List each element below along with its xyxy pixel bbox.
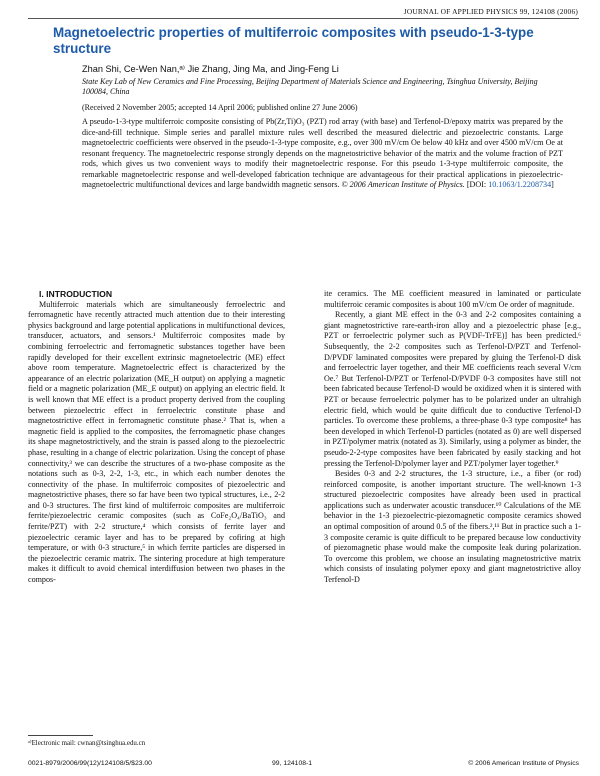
paragraph-right-2: Recently, a giant ME effect in the 0-3 and 2-2 composites containing a giant magnetostrictive rare-earth-iron alloy and a piezoelectric phase [e.g., PZT or ferroelectric polymer such as P(VDF-TrFE)] has been predicted.⁶ Subsequently, the 2-2 composites such as Terfenol-D/PZT and Terfenol-D/PVDF laminated composites were prepared by gluing the Terfenol-D disk and ferroelectric layer together, and their ME coefficients reach several V/cm Oe.⁷ But Terfenol-D/PZT or Terfenol-D/PVDF 0-3 composites have still not been fabricated because Terfenol-D would be oxidized when it is sintered with PZT or because ferroelectric polymer has to be polarized under an ultrahigh electric field, which would be quite difficult due to conductive Terfenol-D particles. To overcome these problems, a three-phase 0-3 type composite⁸ has been developed in which Terfenol-D particles (notated as 0) are well dispersed in PZT/polymer matrix (notated as 3). Similarly, using a polymer as binder, the pseudo-2-2-type composites have been fabricated by easily stacking and hot pressing the Terfenol-D/polymer layer and PZT/polymer layer together.⁹	[324, 310, 581, 468]
doi-link[interactable]: 10.1063/1.2208734	[488, 180, 552, 190]
footnote: ᵃ⁾Electronic mail: cwnan@tsinghua.edu.cn	[28, 740, 146, 747]
running-head: JOURNAL OF APPLIED PHYSICS 99, 124108 (2006)	[403, 7, 578, 16]
header-rule	[28, 18, 579, 19]
footer-copyright: © 2006 American Institute of Physics	[468, 760, 579, 767]
paragraph-left-1: Multiferroic materials which are simultaneously ferroelectric and ferromagnetic have recently attracted much attention due to their interesting physics background and large potential applications in multifunctional devices, transducer, actuators, and sensors.¹ Multiferroic composites made by combining ferroelectric and ferromagnetic substances together have been rapidly developed for their excellent extrinsic magnetoelectric (ME) effect above room temperature. Magnetoelectric effect is characterized by the appearance of an electric polarization (ME_H output) on applying a magnetic field or a magnetic polarization (ME_E output) on applying an electric field. It is well known that ME effect is a product property derived from the coupling between piezoelectric effect in ferroelectric constitute phase and magnetostrictive effect in ferromagnetic constitute phase.² That is, when a magnetic field is applied to the composites, the ferromagnetic phase changes its shape magnetostrictively, and the strain is passed along to the piezoelectric phase, resulting in a change of electric polarization. Using the concept of phase connectivity,³ we can describe the structures of a two-phase composite as the notations such as 0-3, 2-2, 1-3, etc., in which each number denotes the connectivity of the phase. In multiferroic composites of piezoelectric and magnetostrictive phases, there so far have been two typical structures, i.e., 2-2 and 0-3 structures. The first kind of multiferroic composites are multiferroic ferrite/piezoelectric ceramic composites (such as CoFe₂O₄/BaTiO₃ and ferrite/PZT) with 2-2 structure,⁴ which consists of ferrite layer and piezoelectric ceramic layer and has to be prepared by cofiring at high temperature, or with 0-3 structure,⁵ in which ferrite particles are dispersed in the piezoelectric ceramic matrix. The sintering procedure at high temperature makes it difficult to avoid chemical interdiffusion between two phases in the compos-	[28, 299, 285, 585]
received-dates: (Received 2 November 2005; accepted 14 April 2006; published online 27 June 2006)	[82, 103, 358, 112]
right-column	[324, 289, 581, 586]
footer-issn: 0021-8979/2006/99(12)/124108/5/$23.00	[28, 760, 152, 767]
doi-suffix: ]	[551, 180, 554, 190]
paragraph-right-3: Besides 0-3 and 2-2 structures, the 1-3 structure, i.e., a fiber (or rod) reinforced composite, is another important structure. The well-known 1-3 structured piezoelectric composites have already been used in practical applications such as underwater acoustic transducer.¹⁰ Calculations of the ME behavior in the 1-3 piezoelectric-piezomagnetic composite ceramics showed an optimal composition of around 0.5 of the fibers.²,¹¹ But in practice such a 1-3 composite ceramic is quite difficult to be prepared because low conductivity of piezomagnetic phase would make the composite leak during polarization. To overcome this problem, we choose an insulating magnetostrictive matrix which consists of insulating polymer epoxy and giant magnetostrictive alloy Terfenol-D	[324, 469, 581, 585]
footnote-rule	[28, 735, 93, 736]
section-heading: I. INTRODUCTION	[39, 289, 113, 299]
paragraph-right-1: ite ceramics. The ME coefficient measured in laminated or particulate multiferroic ceramic composites is about 100 mV/cm Oe order of magnitude.	[324, 289, 581, 309]
footer-page-number: 99, 124108-1	[272, 760, 313, 767]
abstract-copyright: © 2006 American Institute of Physics.	[341, 180, 465, 190]
left-column	[28, 289, 285, 586]
abstract	[82, 117, 563, 191]
doi-prefix: [DOI:	[466, 180, 489, 190]
author-list: Zhan Shi, Ce-Wen Nan,ᵃ⁾ Jie Zhang, Jing Ma, and Jing-Feng Li	[82, 64, 339, 74]
article-title: Magnetoelectric properties of multiferroic composites with pseudo-1-3-type structure	[53, 25, 534, 56]
abstract-text: A pseudo-1-3-type multiferroic composite consisting of Pb(Zr,Ti)O₃ (PZT) rod array (with base) and Terfenol-D/epoxy matrix was prepared by the dice-and-fill technique. Simple series and parallel mixture rules well described the measured dielectric and piezoelectric constants. Large magnetoelectric coefficients were observed in the pseudo-1-3-type composite, e.g., over 300 mV/cm Oe below 40 kHz and over 4500 mV/cm Oe at resonant frequency. The magnetoelectric response strongly depends on the magnetostrictive behavior of the matrix and the volume fraction of PZT rods, which gives us two convenient ways to modify their magnetoelectric response. For this pseudo 1-3-type multiferroic composite, the remarkable magnetoelectric response and well-developed fabrication technique are advantageous for their practical applications in piezoelectric-magnetoelectric multifunctional devices and large bandwidth magnetic sensors.	[82, 117, 563, 190]
affiliation: State Key Lab of New Ceramics and Fine Processing, Beijing Department of Materials Science and Engineering, Tsinghua University, Beijing 100084, China	[82, 77, 538, 96]
